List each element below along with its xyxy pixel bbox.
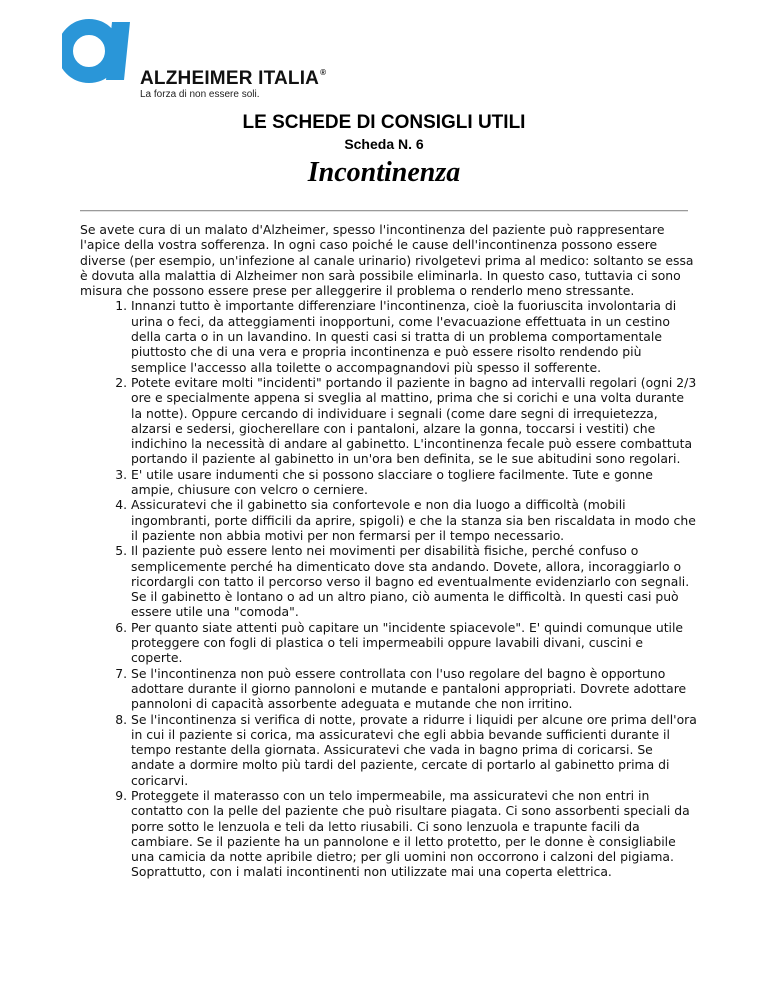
document-body (80, 222, 698, 880)
brand-name: ALZHEIMER ITALIA® (140, 68, 327, 89)
list-item: 3. E' utile usare indumenti che si possono slacciare o togliere facilmente. Tute e gonne ampie, chiusure con velcro o cerniere. (131, 467, 698, 498)
list-item: 4. Assicuratevi che il gabinetto sia confortevole e non dia luogo a difficoltà (mobili ingombranti, porte difficili da aprire, spigoli) e che la stanza sia ben riscaldata in modo che il paziente non abbia motivi per non fermarsi per il tempo necessario. (131, 497, 698, 543)
logo-mark-icon (62, 16, 138, 86)
sheet-number: Scheda N. 6 (344, 136, 424, 152)
list-item: 9. Proteggete il materasso con un telo impermeabile, ma assicuratevi che non entri in contatto con la pelle del paziente che può risultare piagata. Ci sono assorbenti speciali da porre sotto le lenzuola e teli da letto riusabili. Ci sono lenzuola e trapunte facili da cambiare. Se il paziente ha un pannolone e il letto protetto, per le donne è consigliabile una camicia da notte apribile dietro; per gli uomini non occorrono i calzoni del pigiama. Soprattutto, con i malati incontinenti non utilizzate mai una coperta elettrica. (131, 788, 698, 880)
horizontal-divider (80, 210, 688, 212)
alzheimer-italia-logo (62, 16, 362, 100)
tips-list (80, 298, 698, 879)
series-title: LE SCHEDE DI CONSIGLI UTILI (242, 112, 526, 133)
list-item: 1. Innanzi tutto è importante differenziare l'incontinenza, cioè la fuoriuscita involontaria di urina o feci, da atteggiamenti inopportuni, come l'evacuazione effettuata in un cestino della carta o in un lavandino. In questi casi si tratta di un problema comportamentale piuttosto che di una vera e propria incontinenza e può essere risolto rendendo più semplice l'accesso alla toilette o accompagnandovi più spesso il sofferente. (131, 298, 698, 374)
list-item: 8. Se l'incontinenza si verifica di notte, provate a ridurre i liquidi per alcune ore prima dell'ora in cui il paziente si corica, ma assicuratevi che egli abbia bevande sufficienti durante il tempo restante della giornata. Assicuratevi che vada in bagno prima di coricarsi. Se andate a dormire molto più tardi del paziente, cercate di portarlo al gabinetto prima di coricarvi. (131, 712, 698, 788)
document-title: Incontinenza (307, 157, 461, 188)
list-item: 7. Se l'incontinenza non può essere controllata con l'uso regolare del bagno è opportuno adottare durante il giorno pannoloni e mutande e pantaloni appropriati. Dovrete adottare pannoloni di capacità assorbente adeguata e mutande che non irritino. (131, 666, 698, 712)
list-item: 6. Per quanto siate attenti può capitare un "incidente spiacevole". E' quindi comunque utile proteggere con fogli di plastica o teli impermeabili oppure lavabili divani, cuscini e coperte. (131, 620, 698, 666)
intro-paragraph: Se avete cura di un malato d'Alzheimer, spesso l'incontinenza del paziente può rappresentare l'apice della vostra sofferenza. In ogni caso poiché le cause dell'incontinenza possono essere diverse (per esempio, un'infezione al canale urinario) rivolgetevi prima al medico: soltanto se essa è dovuta alla malattia di Alzheimer non sarà possibile eliminarla. In questo caso, tuttavia ci sono misura che possono essere prese per alleggerire il problema o renderlo meno stressante. (80, 222, 694, 299)
list-item: 2. Potete evitare molti "incidenti" portando il paziente in bagno ad intervalli regolari (ogni 2/3 ore e specialmente appena si sveglia al mattino, prima che si corichi e una volta durante la notte). Oppure cercando di individuare i segnali (come dare segni di irrequietezza, alzarsi e sedersi, giocherellare con i pantaloni, alzare la gonna, toccarsi i vestiti) che indichino la necessità di andare al gabinetto. L'incontinenza fecale può essere combattuta portando il paziente al gabinetto in un'ora ben definita, se le sue abitudini sono regolari. (131, 375, 698, 467)
list-item: 5. Il paziente può essere lento nei movimenti per disabilità fisiche, perché confuso o semplicemente perché ha dimenticato dove sta andando. Dovete, allora, incoraggiarlo o ricordargli con tatto il percorso verso il bagno ed eventualmente evidenziarlo con segnali. Se il gabinetto è lontano o ad un altro piano, ciò aumenta le difficoltà. In questi casi può essere utile una "comoda". (131, 543, 698, 619)
brand-tagline: La forza di non essere soli. (140, 89, 260, 100)
registered-mark: ® (320, 68, 327, 77)
